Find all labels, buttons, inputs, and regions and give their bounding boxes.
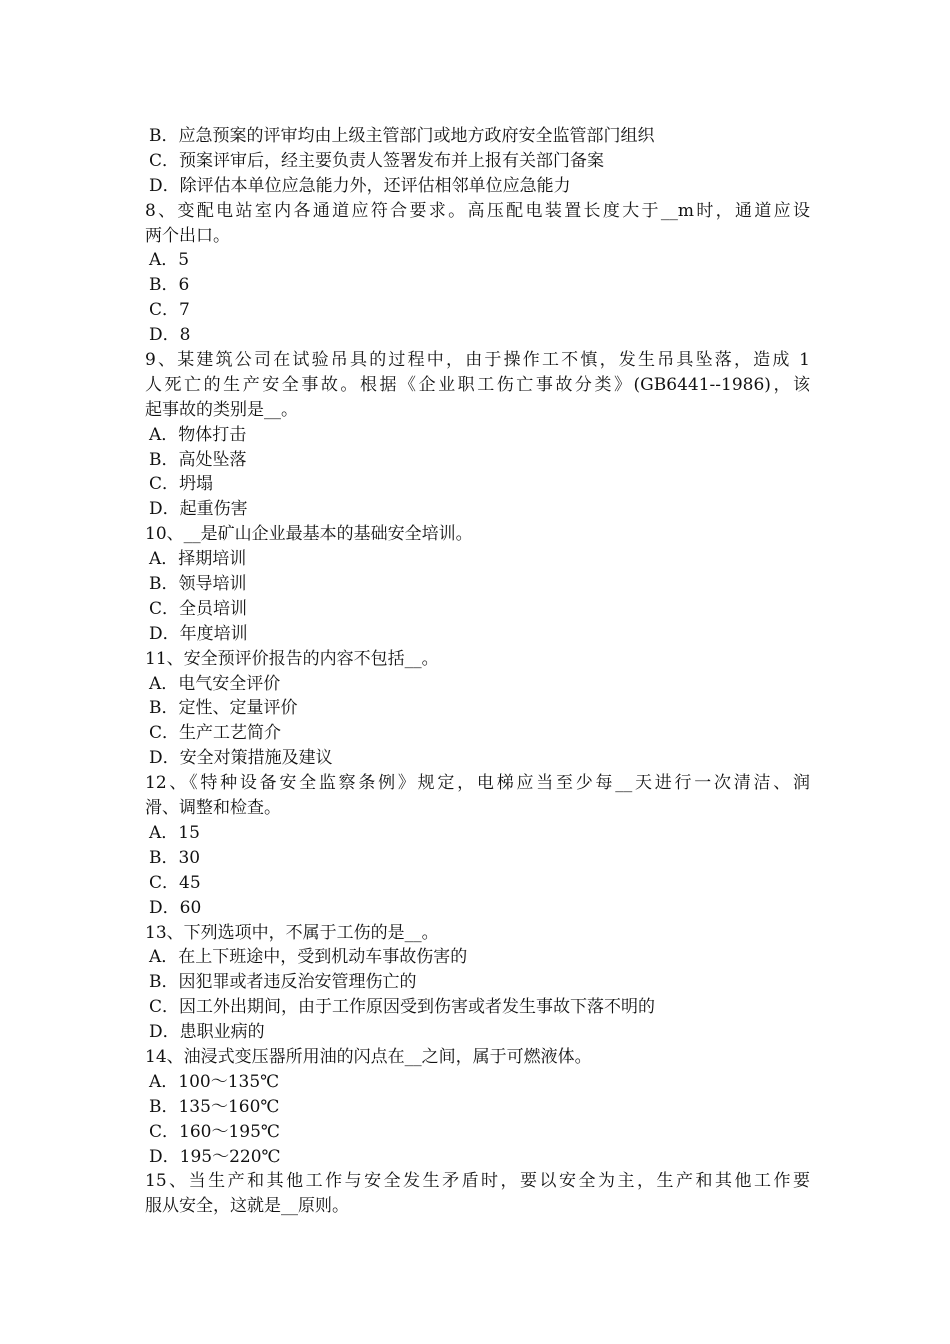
answer-option: B．135～160℃ bbox=[149, 1096, 280, 1117]
answer-option: B．30 bbox=[149, 847, 201, 868]
answer-option: D．60 bbox=[149, 897, 202, 918]
question-text-line: 13、下列选项中，不属于工伤的是__。 bbox=[145, 922, 439, 943]
question-text-line: 8、变配电站室内各通道应符合要求。高压配电装置长度大于__m时，通道应设 bbox=[145, 200, 810, 221]
answer-option: B．因犯罪或者违反治安管理伤亡的 bbox=[149, 972, 417, 993]
answer-option: C．160～195℃ bbox=[149, 1121, 280, 1142]
answer-option: B．定性、定量评价 bbox=[149, 698, 298, 719]
question-text-line: 14、油浸式变压器所用油的闪点在__之间，属于可燃液体。 bbox=[145, 1046, 592, 1067]
answer-option: D．安全对策措施及建议 bbox=[149, 748, 333, 769]
answer-option: A．择期培训 bbox=[149, 549, 247, 570]
answer-option: A．5 bbox=[149, 250, 190, 271]
answer-option: B．高处坠落 bbox=[149, 449, 247, 470]
question-text-line: 两个出口。 bbox=[145, 225, 230, 246]
answer-option: A．100～135℃ bbox=[149, 1071, 280, 1092]
answer-option: D．8 bbox=[149, 325, 191, 346]
answer-option: C．全员培训 bbox=[149, 598, 248, 619]
answer-option: B．应急预案的评审均由上级主管部门或地方政府安全监管部门组织 bbox=[149, 126, 655, 146]
answer-option: B．6 bbox=[149, 275, 190, 296]
answer-option: C．7 bbox=[149, 300, 190, 321]
answer-option: C．因工外出期间，由于工作原因受到伤害或者发生事故下落不明的 bbox=[149, 997, 656, 1018]
question-text-line: 起事故的类别是__。 bbox=[145, 399, 298, 420]
document-body bbox=[145, 124, 810, 1219]
answer-option: C．预案评审后，经主要负责人签署发布并上报有关部门备案 bbox=[149, 150, 605, 171]
question-text-line: 9、某建筑公司在试验吊具的过程中，由于操作工不慎，发生吊具坠落，造成 1 bbox=[145, 350, 810, 371]
question-text-line: 服从安全，这就是__原则。 bbox=[145, 1196, 349, 1217]
answer-option: D．除评估本单位应急能力外，还评估相邻单位应急能力 bbox=[149, 175, 571, 196]
answer-option: A．15 bbox=[149, 822, 200, 843]
answer-option: D．年度培训 bbox=[149, 623, 248, 644]
answer-option: C．生产工艺简介 bbox=[149, 723, 282, 744]
question-text-line: 人死亡的生产安全事故。根据《企业职工伤亡事故分类》(GB6441--1986)，该 bbox=[145, 374, 810, 395]
question-text-line: 15、当生产和其他工作与安全发生矛盾时，要以安全为主，生产和其他工作要 bbox=[145, 1171, 810, 1192]
answer-option: D．起重伤害 bbox=[149, 499, 248, 520]
answer-option: A．电气安全评价 bbox=[149, 673, 281, 694]
question-text-line: 11、安全预评价报告的内容不包括__。 bbox=[145, 648, 439, 669]
question-text-line: 10、__是矿山企业最基本的基础安全培训。 bbox=[145, 524, 473, 545]
answer-option: C．坍塌 bbox=[149, 474, 214, 495]
question-text-line: 滑、调整和检查。 bbox=[145, 798, 281, 819]
question-text-line: 12、《特种设备安全监察条例》规定，电梯应当至少每__天进行一次清洁、润 bbox=[145, 773, 810, 794]
answer-option: C．45 bbox=[149, 872, 201, 893]
answer-option: D．195～220℃ bbox=[149, 1146, 281, 1167]
answer-option: A．在上下班途中，受到机动车事故伤害的 bbox=[149, 947, 468, 968]
answer-option: A．物体打击 bbox=[149, 424, 247, 445]
answer-option: D．患职业病的 bbox=[149, 1022, 265, 1043]
answer-option: B．领导培训 bbox=[149, 574, 247, 595]
